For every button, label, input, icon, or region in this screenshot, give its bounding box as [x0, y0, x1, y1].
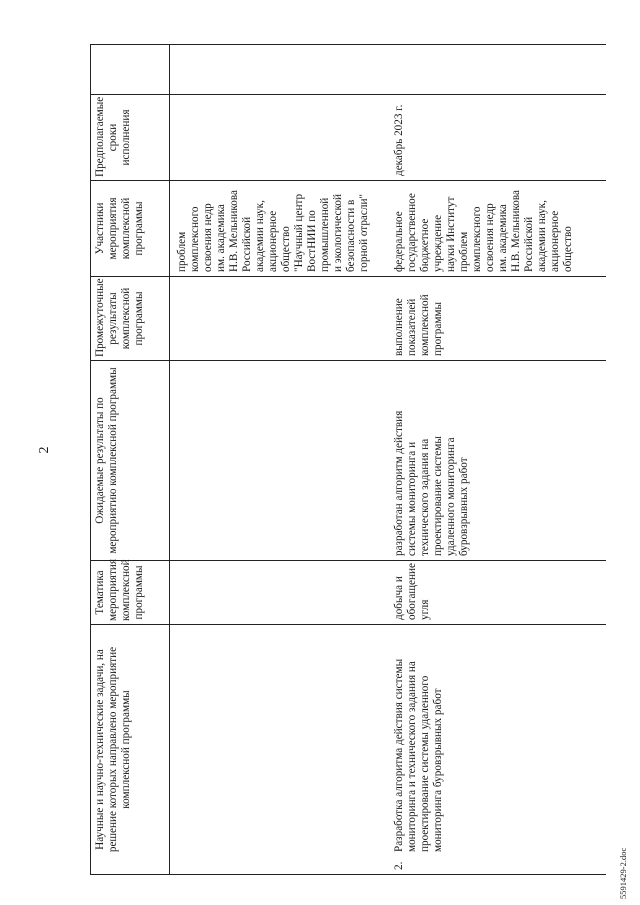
cell-intermediate	[170, 277, 390, 361]
program-table	[90, 44, 606, 875]
header-participants: Участники мероприятия комплексной программы	[91, 181, 170, 277]
table-row-continuation	[170, 45, 390, 875]
cell-deadline: декабрь 2023 г.	[389, 95, 606, 181]
footer-doc-code: 5591429-2.doc	[618, 847, 628, 899]
table-row	[389, 45, 606, 875]
header-blank	[91, 45, 170, 95]
row-number: 2.	[393, 861, 405, 870]
cell-topic	[170, 561, 390, 625]
header-intermediate: Промежуточные результаты комплексной программы	[91, 277, 170, 361]
cell-expected: разработан алгоритм действия системы мониторинга и технического задания на проектирование системы удаленного мониторинга буровзрывных работ	[389, 361, 606, 561]
page-number: 2	[37, 446, 52, 454]
cell-blank	[170, 45, 390, 95]
header-topic: Тематика мероприятия комплексной программы	[91, 561, 170, 625]
header-expected: Ожидаемые результаты по мероприятию комплексной программы	[91, 361, 170, 561]
cell-deadline	[170, 95, 390, 181]
cell-participants: федеральное государственное бюджетное учреждение науки Институт проблем комплексного освоения недр им. академика Н.В. Мельникова Российской академии наук, акционерное общество	[389, 181, 606, 277]
header-deadlines: Предполагаемые сроки исполнения	[91, 95, 170, 181]
cell-participants: проблем комплексного освоения недр им. академика Н.В. Мельникова Российской академии наук, акционерное общество "Научный центр ВостНИИ по промышленной и экологической безопасности в горной отрасли"	[170, 181, 390, 277]
cell-task	[170, 625, 390, 875]
cell-topic: добыча и обогащение угля	[389, 561, 606, 625]
cell-intermediate: выполнение показателей комплексной программы	[389, 277, 606, 361]
task-text: Разработка алгоритма действия системы мониторинга и технического задания на проектирование системы удаленного мониторинга буровзрывных работ	[393, 658, 444, 852]
cell-blank	[389, 45, 606, 95]
header-tasks: Научные и научно-технические задачи, на решение которых направлено мероприятие комплексной программы	[91, 625, 170, 875]
cell-task	[389, 625, 606, 875]
cell-expected	[170, 361, 390, 561]
table-header-row	[91, 45, 170, 875]
